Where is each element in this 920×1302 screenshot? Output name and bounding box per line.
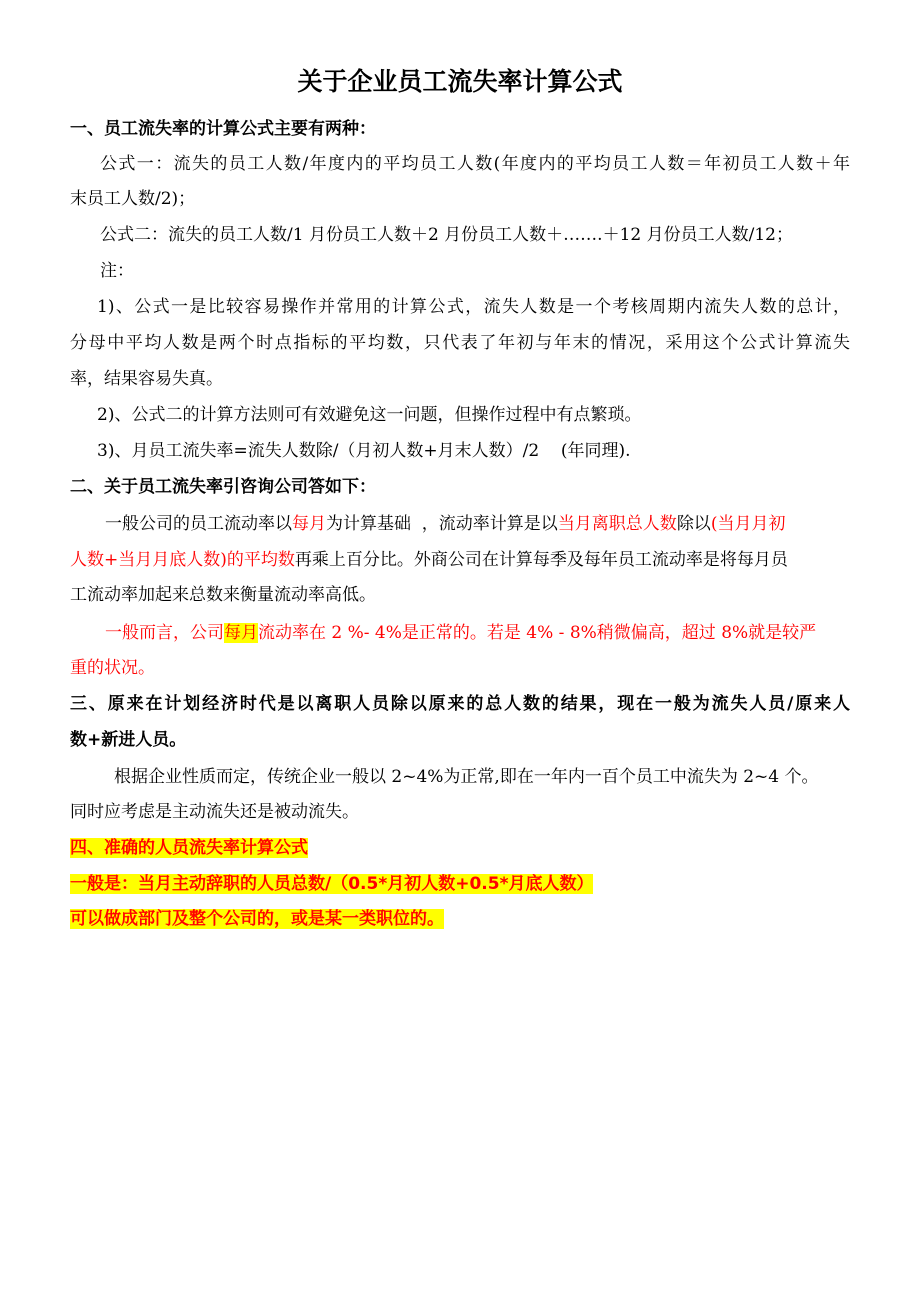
note3: 3)、月员工流失率=流失人数除/（月初人数+月末人数）/2 (年同理). [97,441,631,461]
text-run-emphasis: 流动率在 2 %- 4%是正常的。若是 4% - 8%稍微偏高，超过 8%就是较严 [258,623,817,643]
formula1-line2: 末员工人数/2)； [70,189,196,209]
text-run-emphasis: 人数+当月月底人数)的平均数 [70,550,295,570]
section2-para1-line3: 工流动率加起来总数来衡量流动率高低。 [70,585,376,605]
section2-heading: 二、关于员工流失率引咨询公司答如下： [70,477,376,497]
section4-heading: 四、准确的人员流失率计算公式 [70,838,308,858]
note1-line2: 分母中平均人数是两个时点指标的平均数，只代表了年初与年末的情况，采用这个公式计算流失 [70,333,850,353]
text-run: 再乘上百分比。外商公司在计算每季及每年员工流动率是将每月员 [294,550,788,570]
note1-line1: 1)、公式一是比较容易操作并常用的计算公式，流失人数是一个考核周期内流失人数的总计， [97,297,850,317]
section3-heading-line2: 数+新进人员。 [70,730,187,750]
text-run-emphasis: 每月 [292,514,326,534]
section4-note-row [70,906,850,932]
text-run-emphasis: 当月离职总人数 [557,514,677,534]
section2-para1-line1 [105,511,850,537]
text-run: 除以 [676,514,711,534]
section3-para-line1: 根据企业性质而定，传统企业一般以 2~4%为正常,即在一年内一百个员工中流失为 2~4 个。 [114,767,819,787]
text-run: 为计算基础 ，流动率计算是以 [326,514,558,534]
section4-note: 可以做成部门及整个公司的，或是某一类职位的。 [70,909,444,929]
section3-para-line2: 同时应考虑是主动流失还是被动流失。 [70,802,359,822]
page-title: 关于企业员工流失率计算公式 [297,67,623,96]
highlighted-text: 每月 [224,623,258,643]
text-run-emphasis: (当月月初 [710,514,786,534]
section3-heading-line1: 三、原来在计划经济时代是以离职人员除以原来的总人数的结果，现在一般为流失人员/原来人 [70,694,850,714]
section2-para2-line2: 重的状况。 [70,658,155,678]
note-label: 注： [100,261,134,281]
formula1-line1: 公式一：流失的员工人数/年度内的平均员工人数(年度内的平均员工人数＝年初员工人数＋年 [100,154,850,174]
text-run-emphasis: 一般而言，公司 [105,623,224,643]
section4-heading-row [70,835,850,861]
section4-formula-row [70,871,850,897]
section2-para1-line2 [70,547,850,573]
formula2: 公式二：流失的员工人数/1 月份员工人数＋2 月份员工人数＋…….＋12 月份员工人数/12； [100,225,793,245]
section4-formula: 一般是：当月主动辞职的人员总数/（0.5*月初人数+0.5*月底人数） [70,874,594,894]
note2: 2)、公式二的计算方法则可有效避免这一问题，但操作过程中有点繁琐。 [97,405,642,425]
section2-para2-line1 [105,620,850,646]
note1-line3: 率，结果容易失真。 [70,369,223,389]
text-run: 一般公司的员工流动率以 [105,514,292,534]
section1-heading: 一、员工流失率的计算公式主要有两种： [70,119,376,139]
